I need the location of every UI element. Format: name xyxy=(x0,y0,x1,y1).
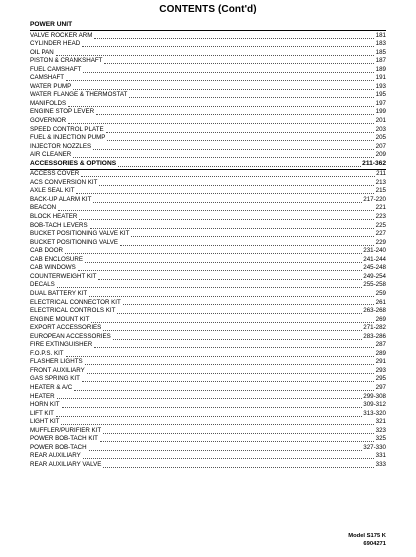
toc-entry-page: 229 xyxy=(375,238,386,246)
dot-leader xyxy=(66,356,375,357)
dot-leader xyxy=(89,450,362,451)
dot-leader xyxy=(89,296,374,297)
toc-entry-page: 321 xyxy=(375,418,386,426)
toc-entry-label: ENGINE STOP LEVER xyxy=(30,108,95,116)
dot-leader xyxy=(94,38,374,39)
toc-entry-label: INJECTOR NOZZLES xyxy=(30,142,92,150)
dot-leader xyxy=(73,157,374,158)
toc-entry-label: ACCESS COVER xyxy=(30,170,80,178)
dot-leader xyxy=(65,253,362,254)
toc-entry-page: 309-312 xyxy=(363,401,386,409)
toc-entry-page: 195 xyxy=(375,91,386,99)
toc-entry xyxy=(30,66,386,75)
toc-entry xyxy=(30,358,386,367)
toc-entry-page: 225 xyxy=(375,221,386,229)
dot-leader xyxy=(61,424,374,425)
dot-leader xyxy=(123,304,374,305)
toc-entry-label: HEATER xyxy=(30,392,55,400)
toc-entry xyxy=(30,230,386,239)
dot-leader xyxy=(74,390,374,391)
dot-leader xyxy=(94,347,374,348)
toc-entry xyxy=(30,247,386,256)
toc-entry-page: 297 xyxy=(375,383,386,391)
toc-entry-page: 187 xyxy=(375,57,386,65)
toc-entry-label: WATER FLANGE & THERMOSTAT xyxy=(30,91,128,99)
dot-leader xyxy=(85,364,375,365)
dot-leader xyxy=(129,97,374,98)
toc-entry-page: 299-308 xyxy=(363,392,386,400)
toc-entry-label: BEACON xyxy=(30,204,57,212)
dot-leader xyxy=(103,433,374,434)
toc-entry-label: COUNTERWEIGHT KIT xyxy=(30,272,97,280)
toc-entry xyxy=(30,350,386,359)
dot-leader xyxy=(90,228,375,229)
toc-entry-label: FRONT AUXILIARY xyxy=(30,366,85,374)
toc-entry-label: BACK-UP ALARM KIT xyxy=(30,195,92,203)
toc-entry-page: 181 xyxy=(375,31,386,39)
toc-entry-page: 271-282 xyxy=(363,324,386,332)
toc-entry xyxy=(30,461,386,470)
toc-entry xyxy=(30,126,386,135)
toc-entry xyxy=(30,134,386,143)
toc-entry xyxy=(30,435,386,444)
toc-entry xyxy=(30,100,386,109)
toc-entry-page: 199 xyxy=(375,108,386,116)
dot-leader xyxy=(79,219,374,220)
toc-entry-page: 327-330 xyxy=(363,443,386,451)
dot-leader xyxy=(100,441,374,442)
page-title: CONTENTS (Cont'd) xyxy=(159,4,257,15)
toc-entry-page: 185 xyxy=(375,48,386,56)
toc-entry xyxy=(30,444,386,453)
toc-entry-page: 215 xyxy=(375,187,386,195)
toc-entry-page: 289 xyxy=(375,349,386,357)
toc-entry-page: 261 xyxy=(375,298,386,306)
dot-leader xyxy=(96,114,374,115)
toc-entry xyxy=(30,179,386,188)
toc-entry-label: GAS SPRING KIT xyxy=(30,375,80,383)
toc-entry-label: PISTON & CRANKSHAFT xyxy=(30,57,103,65)
toc-entry xyxy=(30,57,386,66)
toc-entry-label: MANIFOLDS xyxy=(30,99,67,107)
toc-entry-label: CYLINDER HEAD xyxy=(30,40,81,48)
toc-entry-label: POWER BOB-TACH xyxy=(30,443,87,451)
table-of-contents xyxy=(30,21,386,469)
toc-entry-label: DUAL BATTERY KIT xyxy=(30,289,88,297)
toc-entry-page: 211 xyxy=(376,170,386,178)
toc-entry-label: LIGHT KIT xyxy=(30,418,60,426)
toc-entry-label: MUFFLER/PURIFIER KIT xyxy=(30,426,102,434)
toc-entry-page: 227 xyxy=(375,230,386,238)
toc-entry-page: 201 xyxy=(375,117,386,125)
toc-entry xyxy=(30,151,386,160)
toc-entry-page: 283-286 xyxy=(363,332,386,340)
toc-entry-page: 197 xyxy=(375,99,386,107)
toc-entry xyxy=(30,281,386,290)
toc-entry-label: SPEED CONTROL PLATE xyxy=(30,125,104,133)
toc-entry xyxy=(30,299,386,308)
toc-entry xyxy=(30,32,386,41)
toc-entry xyxy=(30,143,386,152)
dot-leader xyxy=(68,106,374,107)
toc-entry-label: REAR AUXILIARY VALVE xyxy=(30,460,102,468)
section-heading-label: POWER UNIT xyxy=(30,21,73,28)
toc-entry xyxy=(30,341,386,350)
dot-leader xyxy=(82,381,374,382)
toc-entry-label: BLOCK HEATER xyxy=(30,213,78,221)
toc-entry-label: ELECTRICAL CONNECTOR KIT xyxy=(30,298,121,306)
toc-entry-label: CAB ENCLOSURE xyxy=(30,255,83,263)
toc-entry-page: 333 xyxy=(375,460,386,468)
toc-entry xyxy=(30,427,386,436)
toc-entry-label: HORN KIT xyxy=(30,401,60,409)
toc-entry-page: 183 xyxy=(375,40,386,48)
dot-leader xyxy=(66,80,374,81)
toc-entry-page: 207 xyxy=(375,142,386,150)
toc-entry-page: 249-254 xyxy=(363,272,386,280)
toc-entry xyxy=(30,108,386,117)
toc-entry-page: 325 xyxy=(375,435,386,443)
dot-leader xyxy=(93,202,361,203)
toc-entry xyxy=(30,316,386,325)
toc-entry-label: CAB DOOR xyxy=(30,247,64,255)
toc-entry xyxy=(30,83,386,92)
toc-entry-label: VALVE ROCKER ARM xyxy=(30,31,93,39)
toc-entry-page: 189 xyxy=(375,65,386,73)
toc-entry-page: 313-320 xyxy=(363,409,386,417)
dot-leader xyxy=(117,313,361,314)
toc-entry xyxy=(30,290,386,299)
section-page-range: 211-362 xyxy=(362,159,386,167)
dot-leader xyxy=(107,140,374,141)
toc-entry-label: GOVERNOR xyxy=(30,117,67,125)
toc-entry xyxy=(30,324,386,333)
toc-entry-page: 205 xyxy=(375,134,386,142)
dot-leader xyxy=(83,72,374,73)
toc-entry-label: FIRE EXTINGUISHER xyxy=(30,341,93,349)
part-number: 6904271 xyxy=(363,541,386,547)
toc-entry xyxy=(30,273,386,282)
toc-entry-label: F.O.P.S. KIT xyxy=(30,349,64,357)
dot-leader xyxy=(62,407,362,408)
dot-leader xyxy=(113,339,362,340)
dot-leader xyxy=(118,166,361,167)
dot-leader xyxy=(103,467,374,468)
dot-leader xyxy=(76,193,374,194)
toc-entry-label: EUROPEAN ACCESSORIES xyxy=(30,332,111,340)
dot-leader xyxy=(56,55,374,56)
toc-entry-page: 263-268 xyxy=(363,307,386,315)
dot-leader xyxy=(57,287,362,288)
dot-leader xyxy=(98,279,361,280)
toc-entry xyxy=(30,452,386,461)
toc-entry xyxy=(30,410,386,419)
dot-leader xyxy=(93,149,374,150)
toc-entry-page: 221 xyxy=(375,204,386,212)
toc-entry xyxy=(30,91,386,100)
toc-entry-page: 291 xyxy=(375,358,386,366)
toc-entry-page: 293 xyxy=(375,366,386,374)
toc-entry-page: 223 xyxy=(375,213,386,221)
toc-entry-page: 295 xyxy=(375,375,386,383)
dot-leader xyxy=(73,89,374,90)
toc-entry-page: 331 xyxy=(375,452,386,460)
toc-entry xyxy=(30,239,386,248)
toc-entry-label: BOB-TACH LEVERS xyxy=(30,221,88,229)
dot-leader xyxy=(99,185,374,186)
toc-entry xyxy=(30,204,386,213)
dot-leader xyxy=(120,245,374,246)
toc-entry-page: 217-220 xyxy=(363,195,386,203)
dot-leader xyxy=(91,322,374,323)
toc-entry xyxy=(30,170,386,179)
toc-entry-label: BUCKET POSITIONING VALVE KIT xyxy=(30,230,130,238)
toc-entry-label: WATER PUMP xyxy=(30,82,72,90)
toc-entry-page: 269 xyxy=(375,315,386,323)
page-footer xyxy=(348,532,386,548)
toc-entry xyxy=(30,393,386,402)
toc-entry xyxy=(30,401,386,410)
dot-leader xyxy=(85,262,362,263)
toc-entry xyxy=(30,196,386,205)
toc-entry-page: 209 xyxy=(375,151,386,159)
toc-entry-label: CAB WINDOWS xyxy=(30,264,76,272)
toc-entry-label: POWER BOB-TACH KIT xyxy=(30,435,98,443)
toc-entry xyxy=(30,187,386,196)
dot-leader xyxy=(68,123,374,124)
dot-leader xyxy=(57,398,362,399)
toc-entry-page: 193 xyxy=(375,82,386,90)
toc-entry-label: LIFT KIT xyxy=(30,409,54,417)
toc-entry-page: 203 xyxy=(375,125,386,133)
toc-entry-label: AXLE SEAL KIT xyxy=(30,187,75,195)
dot-leader xyxy=(81,176,374,177)
toc-entry-label: HEATER & A/C xyxy=(30,383,73,391)
toc-entry xyxy=(30,213,386,222)
section-heading xyxy=(30,160,386,169)
toc-entry-label: REAR AUXILIARY xyxy=(30,452,81,460)
toc-entry-page: 323 xyxy=(375,426,386,434)
toc-entry xyxy=(30,256,386,265)
toc-entry xyxy=(30,264,386,273)
toc-entry xyxy=(30,307,386,316)
dot-leader xyxy=(83,458,374,459)
toc-entry xyxy=(30,74,386,83)
toc-entry-page: 241-244 xyxy=(363,255,386,263)
dot-leader xyxy=(78,270,362,271)
dot-leader xyxy=(82,46,374,47)
model-label: Model S175 K xyxy=(348,533,386,539)
toc-entry-page: 287 xyxy=(375,341,386,349)
toc-entry xyxy=(30,333,386,342)
toc-entry-label: CAMSHAFT xyxy=(30,74,65,82)
dot-leader xyxy=(87,373,374,374)
toc-entry xyxy=(30,375,386,384)
toc-entry-label: AIR CLEANER xyxy=(30,151,72,159)
section-heading xyxy=(30,21,386,30)
toc-entry-label: FUEL CAMSHAFT xyxy=(30,65,82,73)
dot-leader xyxy=(103,330,361,331)
toc-entry-page: 231-240 xyxy=(363,247,386,255)
toc-entry-label: ELECTRICAL CONTROLS KIT xyxy=(30,307,116,315)
toc-entry-page: 259 xyxy=(375,289,386,297)
toc-entry-page: 255-258 xyxy=(363,281,386,289)
toc-entry xyxy=(30,49,386,58)
toc-entry-label: ACS CONVERSION KIT xyxy=(30,178,98,186)
dot-leader xyxy=(106,132,375,133)
toc-entry xyxy=(30,418,386,427)
dot-leader xyxy=(131,236,374,237)
toc-entry xyxy=(30,367,386,376)
toc-entry-label: FUEL & INJECTION PUMP xyxy=(30,134,106,142)
toc-entry-label: OIL PAN xyxy=(30,48,54,56)
toc-entry-page: 213 xyxy=(375,178,386,186)
toc-entry xyxy=(30,40,386,49)
section-heading-label: ACCESSORIES & OPTIONS xyxy=(30,159,117,167)
dot-leader xyxy=(58,210,374,211)
dot-leader xyxy=(56,416,362,417)
toc-entry-label: ENGINE MOUNT KIT xyxy=(30,315,90,323)
toc-entry-page: 245-248 xyxy=(363,264,386,272)
toc-entry-label: FLASHER LIGHTS xyxy=(30,358,83,366)
toc-entry-label: EXPORT ACCESSORIES xyxy=(30,324,102,332)
toc-entry-label: DECALS xyxy=(30,281,55,289)
toc-entry-page: 191 xyxy=(375,74,386,82)
toc-entry-label: BUCKET POSITIONING VALVE xyxy=(30,238,119,246)
toc-entry xyxy=(30,222,386,231)
toc-entry xyxy=(30,384,386,393)
dot-leader xyxy=(104,63,374,64)
toc-entry xyxy=(30,117,386,126)
